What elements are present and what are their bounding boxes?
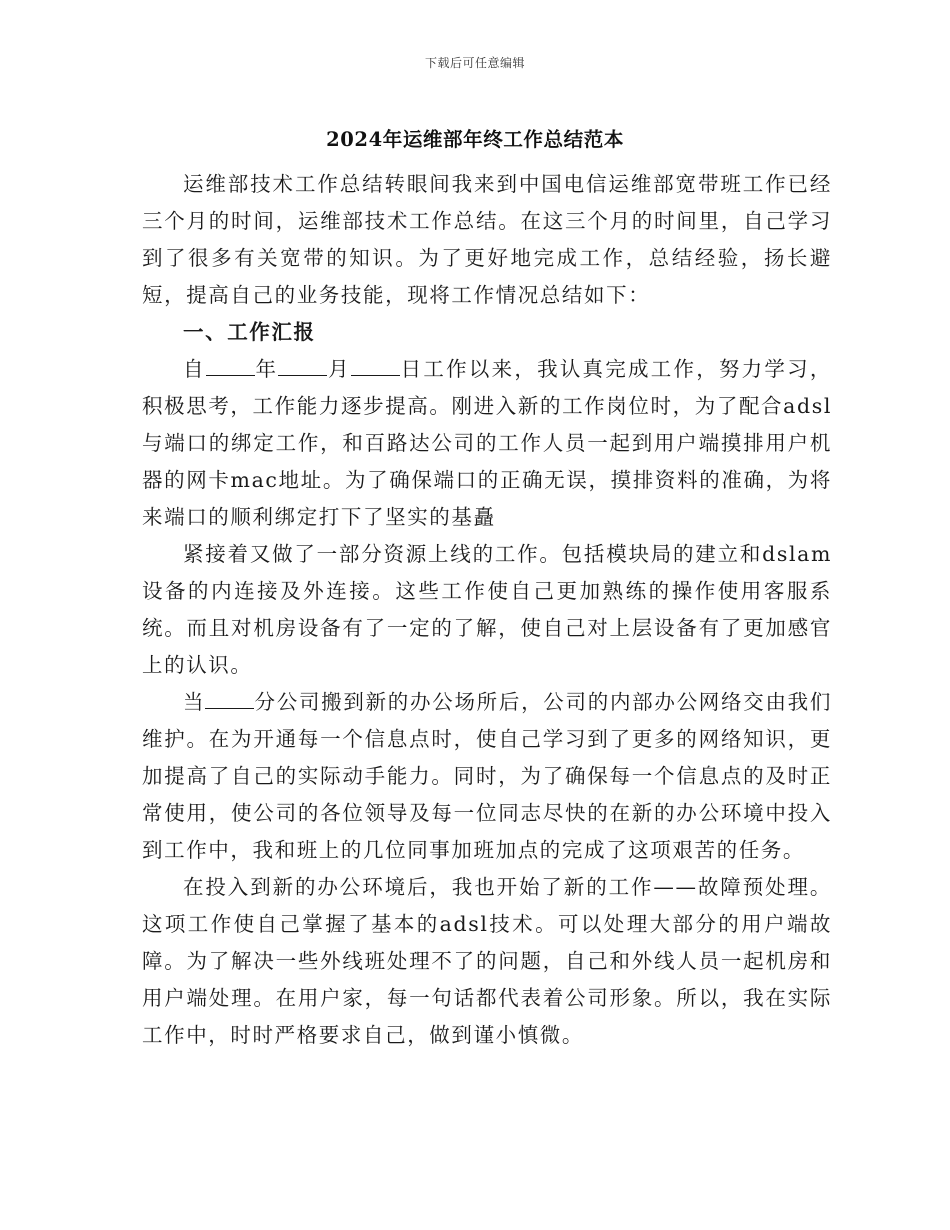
intro-paragraph: 运维部技术工作总结转眼间我来到中国电信运维部宽带班工作已经三个月的时间，运维部技术工作总结。在这三个月的时间里，自己学习到了很多有关宽带的知识。为了更好地完成工作，总结经验，扬长避短，提高自己的业务技能，现将工作情况总结如下： [142,172,832,307]
paragraph-fault-handling: 在投入到新的办公环境后，我也开始了新的工作——故障预处理。这项工作使自己掌握了基本的adsl技术。可以处理大部分的用户端故障。为了解决一些外线班处理不了的问题，自己和外线人员一起机房和用户端处理。在用户家，每一句话都代表着公司形象。所以，我在实际工作中，时时严格要求自己，做到谨小慎微。 [142,875,832,1047]
paragraph-text: 日工作以来，我认真完成工作，努力学习，积极思考，工作能力逐步提高。刚进入新的工作岗位时，为了配合adsl与端口的绑定工作，和百路达公司的工作人员一起到用户端摸排用户机器的网卡mac地址。为了确保端口的正确无误，摸排资料的准确，为将来端口的顺利绑定打下了坚实的基矗 [142,357,832,529]
paragraph-text: 年 [254,357,279,381]
blank-line [278,356,327,376]
paragraph-resource-online: 紧接着又做了一部分资源上线的工作。包括模块局的建立和dslam设备的内连接及外连接。这些工作使自己更加熟练的操作使用客服系统。而且对机房设备有了一定的了解，使自己对上层设备有了更加感官上的认识。 [142,542,832,677]
paragraph-text: 当 [183,690,206,714]
page-header-note: 下载后可任意编辑 [424,56,525,70]
blank-line [206,356,255,376]
section-heading-work-report: 一、工作汇报 [183,320,316,344]
paragraph-text: 自 [183,357,206,381]
blank-line [205,689,254,709]
blank-line [351,356,400,376]
paragraph-office-network [142,684,832,869]
paragraph-text: 月 [327,357,351,381]
document-body [142,166,832,1054]
paragraph-text: 分公司搬到新的办公场所后，公司的内部办公网络交由我们维护。在为开通每一个信息点时，使自己学习到了更多的网络知识，更加提高了自己的实际动手能力。同时，为了确保每一个信息点的及时正常使用，使公司的各位领导及每一位同志尽快的在新的办公环境中投入到工作中，我和班上的几位同事加班加点的完成了这项艰苦的任务。 [142,690,832,862]
paragraph-work-start [142,351,832,536]
document-title: 2024年运维部年终工作总结范本 [326,128,624,151]
